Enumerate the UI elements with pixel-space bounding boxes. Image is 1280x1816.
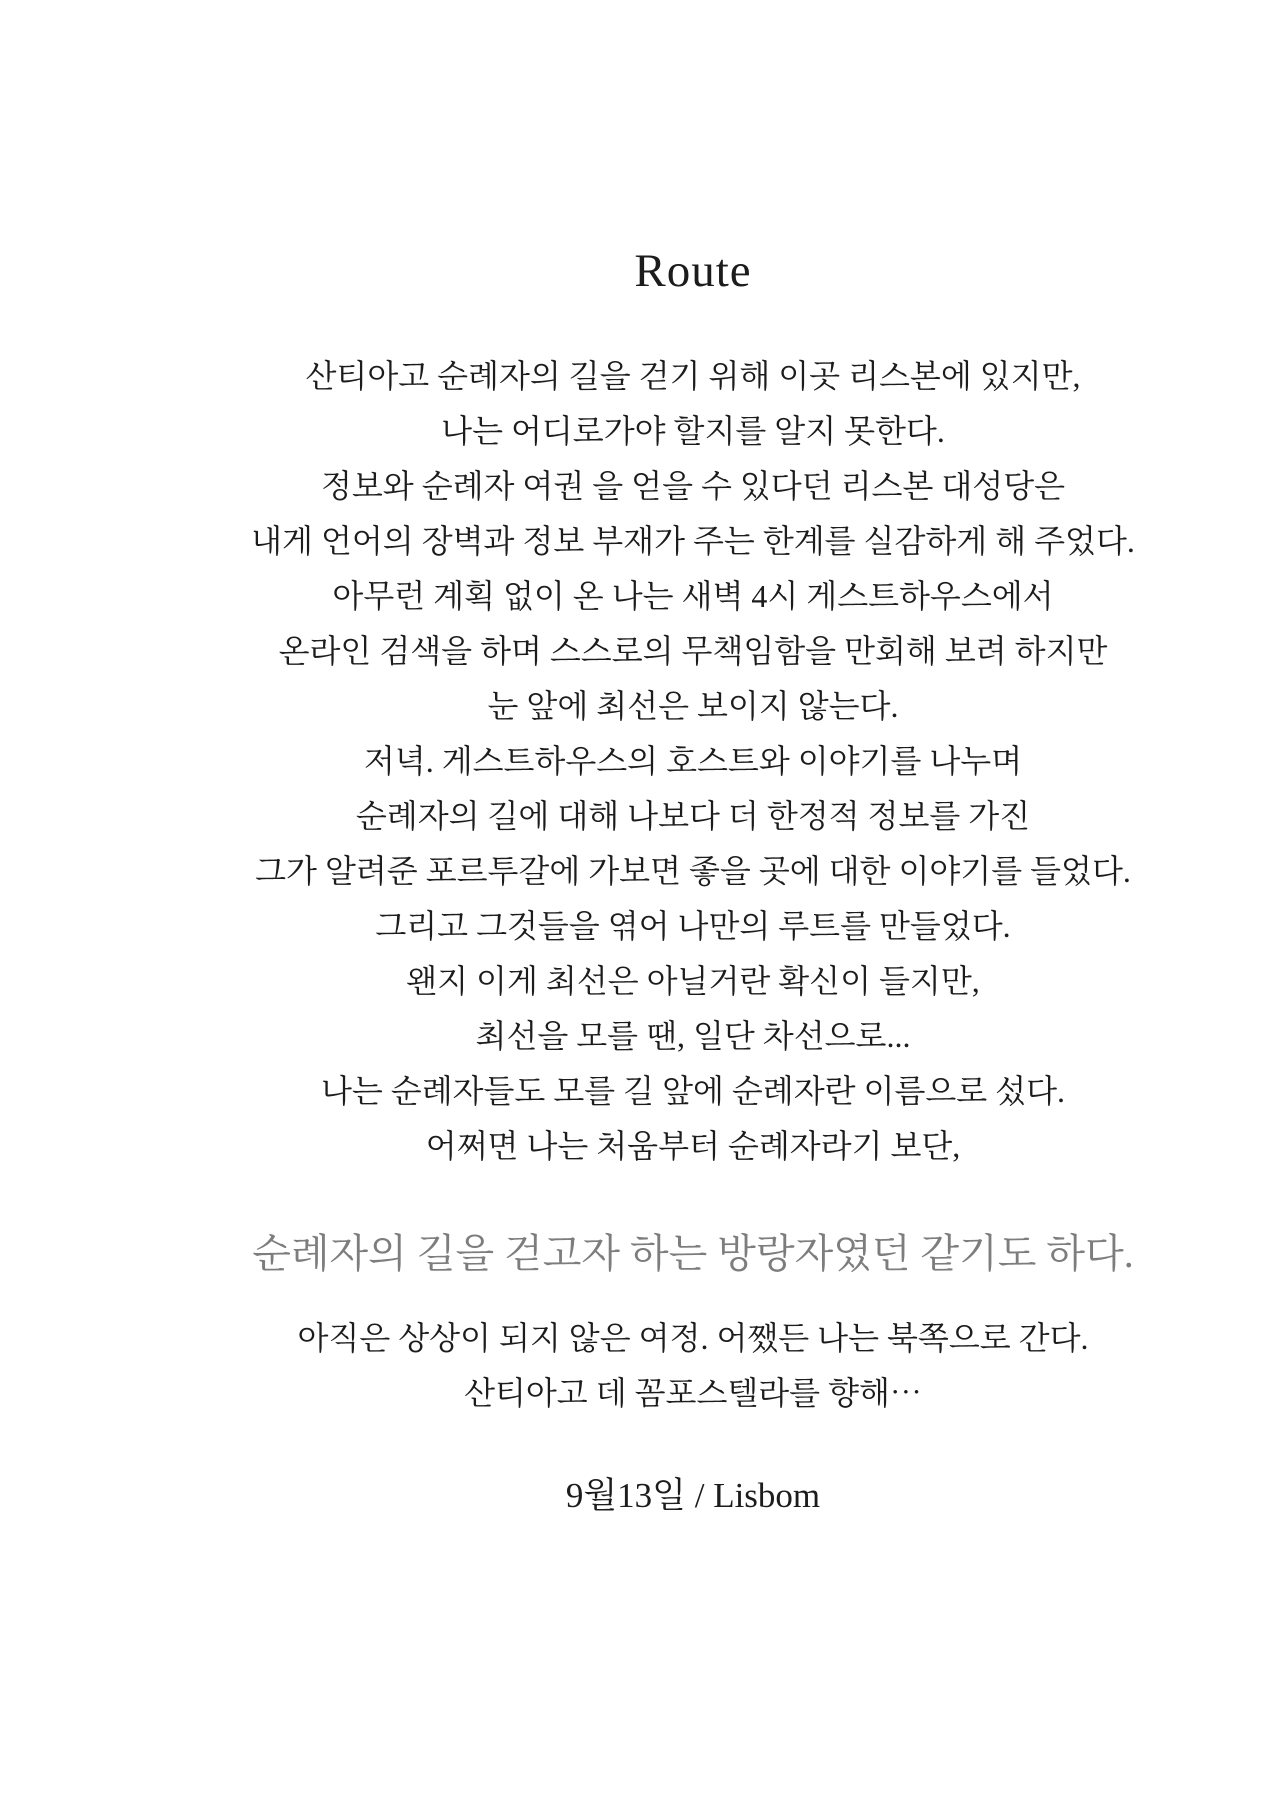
journal-text-block: [106, 349, 1280, 1174]
journal-line: 그리고 그것들을 엮어 나만의 루트를 만들었다.: [375, 908, 1011, 944]
journal-line: 정보와 순례자 여권 을 얻을 수 있다던 리스본 대성당은: [320, 468, 1066, 504]
journal-line: 저녁. 게스트하우스의 호스트와 이야기를 나누며: [363, 743, 1023, 779]
journal-line: 아무런 계획 없이 온 나는 새벽 4시 게스트하우스에서: [332, 578, 1054, 614]
journal-line: 나는 순례자들도 모를 길 앞에 순례자란 이름으로 섰다.: [320, 1073, 1066, 1109]
closing-line: 아직은 상상이 되지 않은 여정. 어쨌든 나는 북쪽으로 간다.: [297, 1320, 1089, 1356]
closing-line: 산티아고 데 꼼포스텔라를 향해⋯: [464, 1375, 922, 1411]
journal-line: 눈 앞에 최선은 보이지 않는다.: [487, 688, 899, 724]
closing-text-block: [106, 1311, 1280, 1421]
highlight-line: 순례자의 길을 걷고자 하는 방랑자였던 같기도 하다.: [252, 1231, 1134, 1276]
journal-line: 순례자의 길에 대해 나보다 더 한정적 정보를 가진: [355, 798, 1031, 834]
journal-line: 내게 언어의 장벽과 정보 부재가 주는 한계를 실감하게 해 주었다.: [251, 523, 1135, 559]
journal-line: 어쩌면 나는 처움부터 순례자라기 보단,: [425, 1128, 961, 1164]
page-title: Route: [634, 245, 752, 297]
journal-line: 그가 알려준 포르투갈에 가보면 좋을 곳에 대한 이야기를 들었다.: [255, 853, 1131, 889]
journal-line: 최선을 모를 땐, 일단 차선으로...: [475, 1018, 911, 1054]
journal-line: 나는 어디로가야 할지를 알지 못한다.: [441, 413, 945, 449]
journal-line: 왠지 이게 최선은 아닐거란 확신이 들지만,: [406, 963, 980, 999]
date-location-line: 9월13일 / Lisbom: [565, 1476, 821, 1515]
journal-line: 온라인 검색을 하며 스스로의 무책임함을 만회해 보려 하지만: [278, 633, 1108, 669]
journal-line: 산티아고 순례자의 길을 걷기 위해 이곳 리스본에 있지만,: [305, 358, 1081, 394]
